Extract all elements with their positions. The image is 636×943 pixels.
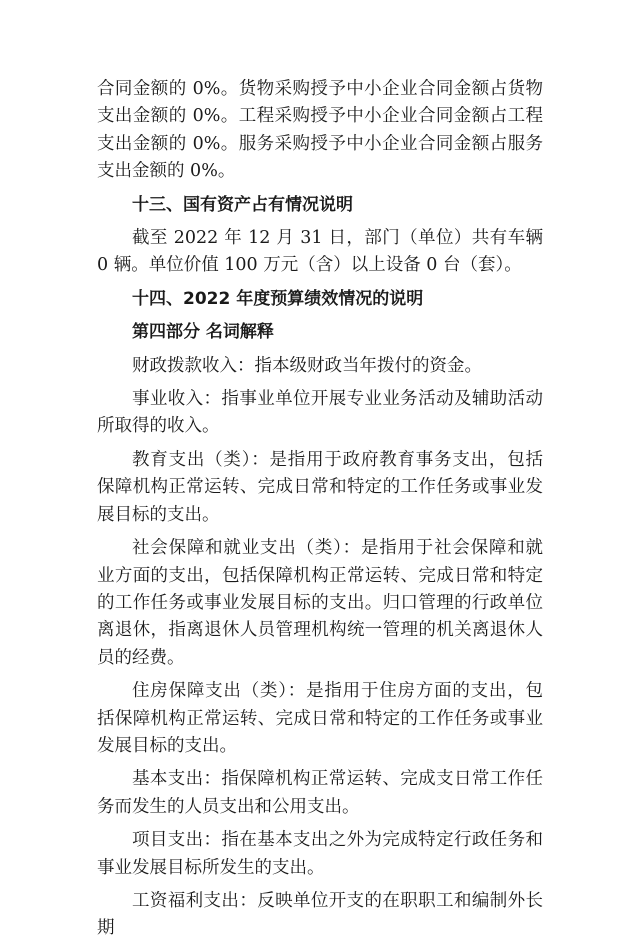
heading-state-assets: 十三、国有资产占有情况说明 xyxy=(132,194,353,215)
paragraph-education-expenditure: 教育支出（类）：是指用于政府教育事务支出，包括保障机构正常运转、完成日常和特定的工作任务或事业发展目标的支出。 xyxy=(97,449,543,525)
paragraph-housing-expenditure: 住房保障支出（类）：是指用于住房方面的支出，包括保障机构正常运转、完成日常和特定的工作任务或事业发展目标的支出。 xyxy=(97,681,543,756)
paragraph-social-security-expenditure: 社会保障和就业支出（类）：是指用于社会保障和就业方面的支出，包括保障机构正常运转、完成日常和特定的工作任务或事业发展目标的支出。归口管理的行政单位离退休，指离退休人员管理机构统一管理的机关离退休人员的经费。 xyxy=(97,538,543,668)
paragraph-project-expenditure: 项目支出：指在基本支出之外为完成特定行政任务和事业发展目标所发生的支出。 xyxy=(97,830,543,878)
heading-part-four-glossary: 第四部分 名词解释 xyxy=(132,322,274,343)
paragraph-procurement-ratio: 合同金额的 0%。货物采购授予中小企业合同金额占货物支出金额的 0%。工程采购授予中小企业合同金额占工程支出金额的 0%。服务采购授予中小企业合同金额占服务支出金额的 0%。 xyxy=(97,79,543,182)
paragraph-fiscal-appropriation: 财政拨款收入：指本级财政当年拨付的资金。 xyxy=(132,355,482,376)
document-body xyxy=(97,76,543,943)
paragraph-salary-welfare: 工资福利支出：反映单位开支的在职职工和编制外长期 xyxy=(97,890,543,939)
paragraph-business-income: 事业收入：指事业单位开展专业业务活动及辅助活动所取得的收入。 xyxy=(97,389,543,437)
heading-budget-performance: 十四、2022 年度预算绩效情况的说明 xyxy=(132,288,424,309)
paragraph-basic-expenditure: 基本支出：指保障机构正常运转、完成支日常工作任务而发生的人员支出和公用支出。 xyxy=(97,769,543,817)
paragraph-vehicles-equipment: 截至 2022 年 12 月 31 日，部门（单位）共有车辆 0 辆。单位价值 100 万元（含）以上设备 0 台（套）。 xyxy=(97,228,543,276)
